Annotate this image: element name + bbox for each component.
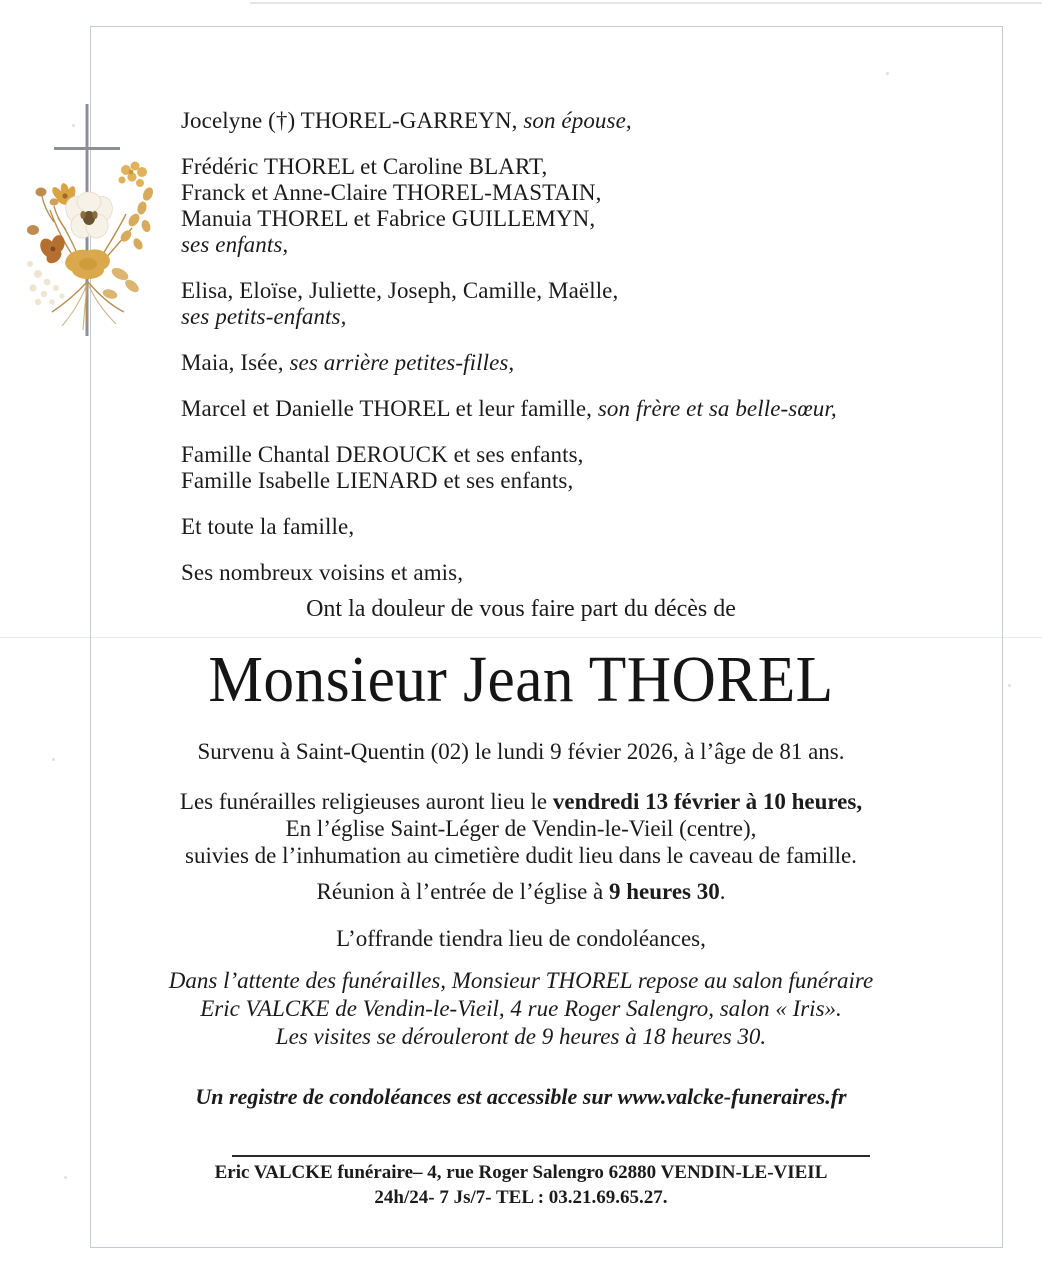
service-line-1-prefix: Les funérailles religieuses auront lieu le (179, 789, 553, 814)
family-line: Franck et Anne-Claire THOREL-MASTAIN, (181, 180, 602, 205)
family-group-neighbours-friends (181, 560, 881, 586)
repose-line-1: Dans l’attente des funérailles, Monsieur THOREL repose au salon funéraire (168, 968, 874, 993)
gathering-suffix: . (719, 879, 726, 904)
family-line (181, 108, 881, 134)
service-line-2: En l’église Saint-Léger de Vendin-le-Vieil (centre), (285, 816, 757, 841)
family-line-text: Maia, Isée, (181, 350, 290, 375)
family-line-text: Marcel et Danielle THOREL et leur famille, (181, 396, 598, 421)
service-datetime: vendredi 13 février à 10 heures, (552, 789, 863, 814)
family-line: Famille Isabelle LIENARD et ses enfants, (181, 468, 574, 493)
cross-with-flowers-icon (14, 98, 174, 344)
relation-label: ses enfants, (181, 232, 289, 257)
funeral-home-footer (0, 1160, 1042, 1210)
family-line: Ses nombreux voisins et amis, (181, 560, 464, 585)
family-group-grandchildren (181, 278, 881, 330)
footer-address: Eric VALCKE funéraire– 4, rue Roger Salengro 62880 VENDIN-LE-VIEIL (214, 1162, 828, 1183)
scan-artifact-top-edge (250, 2, 1042, 4)
family-line (181, 396, 881, 422)
gathering-time: 9 heures 30 (609, 879, 720, 904)
gathering-prefix: Réunion à l’entrée de l’église à (316, 879, 609, 904)
footer-divider (232, 1155, 870, 1157)
family-group-brother (181, 396, 881, 422)
family-group-children (181, 154, 881, 258)
family-line: Manuia THOREL et Fabrice GUILLEMYN, (181, 206, 596, 231)
death-details: Survenu à Saint-Quentin (02) le lundi 9 févier 2026, à l’âge de 81 ans. (197, 739, 845, 764)
condolence-register-note: Un registre de condoléances est accessible sur www.valcke-funeraires.fr (195, 1084, 847, 1109)
repose-details (0, 967, 1042, 1051)
relation-text: ses arrière petites-filles, (289, 350, 515, 375)
deceased-name: Monsieur Jean THOREL (208, 643, 834, 716)
relation-label: ses petits-enfants, (181, 304, 347, 329)
service-line-1 (0, 788, 1042, 815)
family-line: Et toute la famille, (181, 514, 355, 539)
repose-line-3: Les visites se dérouleront de 9 heures à 18 heures 30. (275, 1024, 767, 1049)
family-line: Elisa, Eloïse, Juliette, Joseph, Camille, Maëlle, (181, 278, 619, 303)
relation-text: son frère et sa belle-sœur, (597, 396, 837, 421)
scan-speck (886, 72, 889, 75)
family-line-text: Jocelyne (†) THOREL-GARREYN, (181, 108, 524, 133)
service-line-3: suivies de l’inhumation au cimetière dudit lieu dans le caveau de famille. (185, 843, 857, 868)
family-line: Famille Chantal DEROUCK et ses enfants, (181, 442, 584, 467)
scan-speck (1008, 684, 1011, 687)
family-listing (181, 108, 881, 606)
family-line: Frédéric THOREL et Caroline BLART, (181, 154, 548, 179)
family-line (181, 350, 881, 376)
family-group-great-granddaughters (181, 350, 881, 376)
announcement-lead: Ont la douleur de vous faire part du décès de (306, 596, 736, 622)
relation-text: son épouse, (523, 108, 632, 133)
family-group-whole-family (181, 514, 881, 540)
gathering-details (0, 878, 1042, 906)
service-details (0, 788, 1042, 869)
footer-contact: 24h/24- 7 Js/7- TEL : 03.21.69.65.27. (374, 1187, 668, 1208)
offering-note: L’offrande tiendra lieu de condoléances, (336, 926, 706, 951)
family-group-spouse (181, 108, 881, 134)
repose-line-2: Eric VALCKE de Vendin-le-Vieil, 4 rue Roger Salengro, salon « Iris». (200, 996, 842, 1021)
family-group-related-families (181, 442, 881, 494)
